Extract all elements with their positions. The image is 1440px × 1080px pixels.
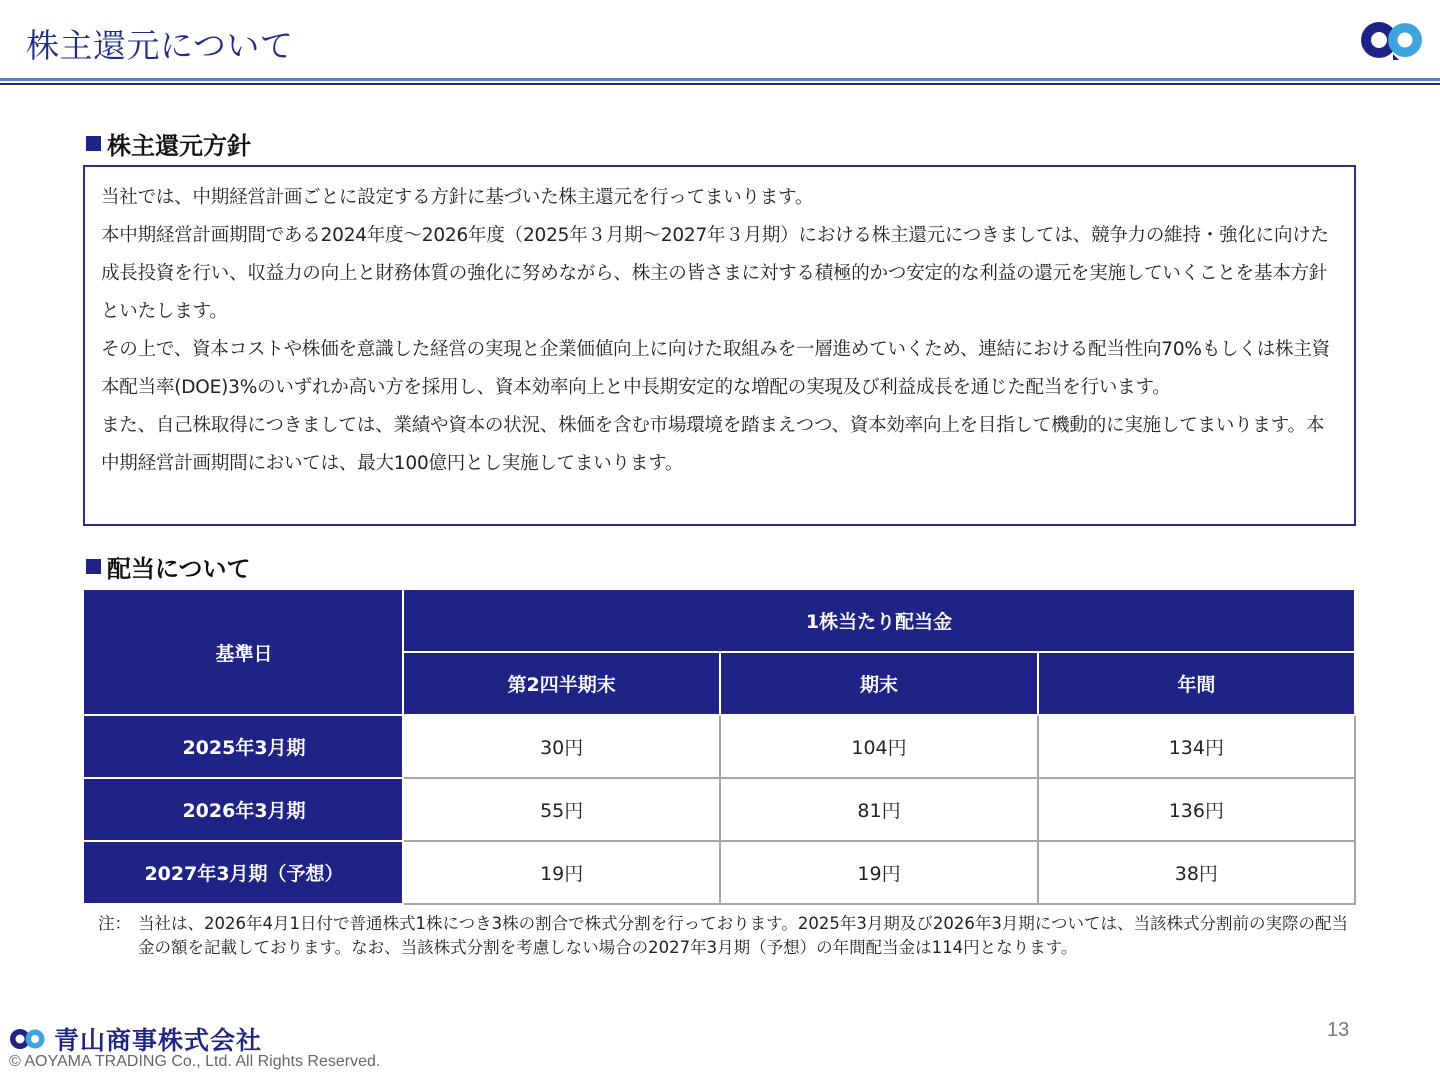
- policy-paragraph: その上で、資本コストや株価を意識した経営の実現と企業価値向上に向けた取組みを一層進めていくため、連結における配当性向70%もしくは株主資本配当率(DOE)3%のいずれか高い方を採用し、資本効率向上と中長期安定的な増配の実現及び利益成長を通じた配当を行います。: [101, 339, 1330, 398]
- footnote: [98, 912, 1360, 960]
- table-cell: 19円: [720, 841, 1037, 904]
- dividend-table: [84, 588, 1356, 905]
- policy-paragraph: 当社では、中期経営計画ごとに設定する方針に基づいた株主還元を行ってまいります。: [101, 187, 814, 208]
- company-name: 青山商事株式会社: [54, 1026, 263, 1055]
- table-cell: 134円: [1038, 715, 1355, 778]
- policy-heading-label: 株主還元方針: [107, 132, 251, 160]
- aoyama-logo-icon: [1355, 14, 1431, 70]
- table-cell: 55円: [403, 778, 720, 841]
- table-row: [85, 841, 1355, 904]
- table-cell: 81円: [720, 778, 1037, 841]
- dividend-heading-label: 配当について: [107, 555, 251, 583]
- row-period: 2025年3月期: [85, 715, 403, 778]
- copyright: © AOYAMA TRADING Co., Ltd. All Rights Reserved.: [9, 1053, 381, 1070]
- policy-heading: [86, 126, 251, 161]
- page-title: 株主還元について: [26, 26, 294, 65]
- policy-paragraph: また、自己株取得につきましては、業績や資本の状況、株価を含む市場環境を踏まえつつ、資本効率向上を目指して機動的に実施してまいります。本中期経営計画期間においては、最大100億円とし実施してまいります。: [101, 415, 1325, 474]
- footnote-text: 当社は、2026年4月1日付で普通株式1株につき3株の割合で株式分割を行っております。2025年3月期及び2026年3月期については、当該株式分割前の実際の配当金の額を記載しております。なお、当該株式分割を考慮しない場合の2027年3月期（予想）の年間配当金は114円となります。: [138, 914, 1348, 957]
- table-row: [85, 778, 1355, 841]
- aoyama-logo-icon: [8, 1025, 48, 1053]
- column-header: 期末: [720, 652, 1037, 715]
- table-cell: 104円: [720, 715, 1037, 778]
- title-divider-dark: [0, 83, 1440, 85]
- table-cell: 30円: [403, 715, 720, 778]
- column-header: 年間: [1038, 652, 1355, 715]
- square-bullet-icon: [86, 559, 101, 574]
- dividend-heading: [86, 549, 251, 584]
- policy-paragraph: 本中期経営計画期間である2024年度～2026年度（2025年３月期～2027年３月期）における株主還元につきましては、競争力の維持・強化に向けた成長投資を行い、収益力の向上と財務体質の強化に努めながら、株主の皆さまに対する積極的かつ安定的な利益の還元を実施していくことを基本方針といたします。: [101, 225, 1329, 322]
- title-divider: [0, 78, 1440, 81]
- table-cell: 136円: [1038, 778, 1355, 841]
- footnote-label: 注：: [98, 914, 131, 933]
- table-row: [85, 715, 1355, 778]
- square-bullet-icon: [86, 136, 101, 151]
- footer-logo: [8, 1021, 262, 1057]
- row-period: 2026年3月期: [85, 778, 403, 841]
- policy-text-box: [83, 165, 1356, 526]
- record-date-header: 基準日: [85, 589, 403, 715]
- column-header: 第2四半期末: [403, 652, 720, 715]
- page-number: 13: [1327, 1019, 1350, 1041]
- table-header-row: [85, 589, 1355, 652]
- table-cell: 19円: [403, 841, 720, 904]
- row-period: 2027年3月期（予想）: [85, 841, 403, 904]
- table-cell: 38円: [1038, 841, 1355, 904]
- dividend-per-share-header: 1株当たり配当金: [403, 589, 1355, 652]
